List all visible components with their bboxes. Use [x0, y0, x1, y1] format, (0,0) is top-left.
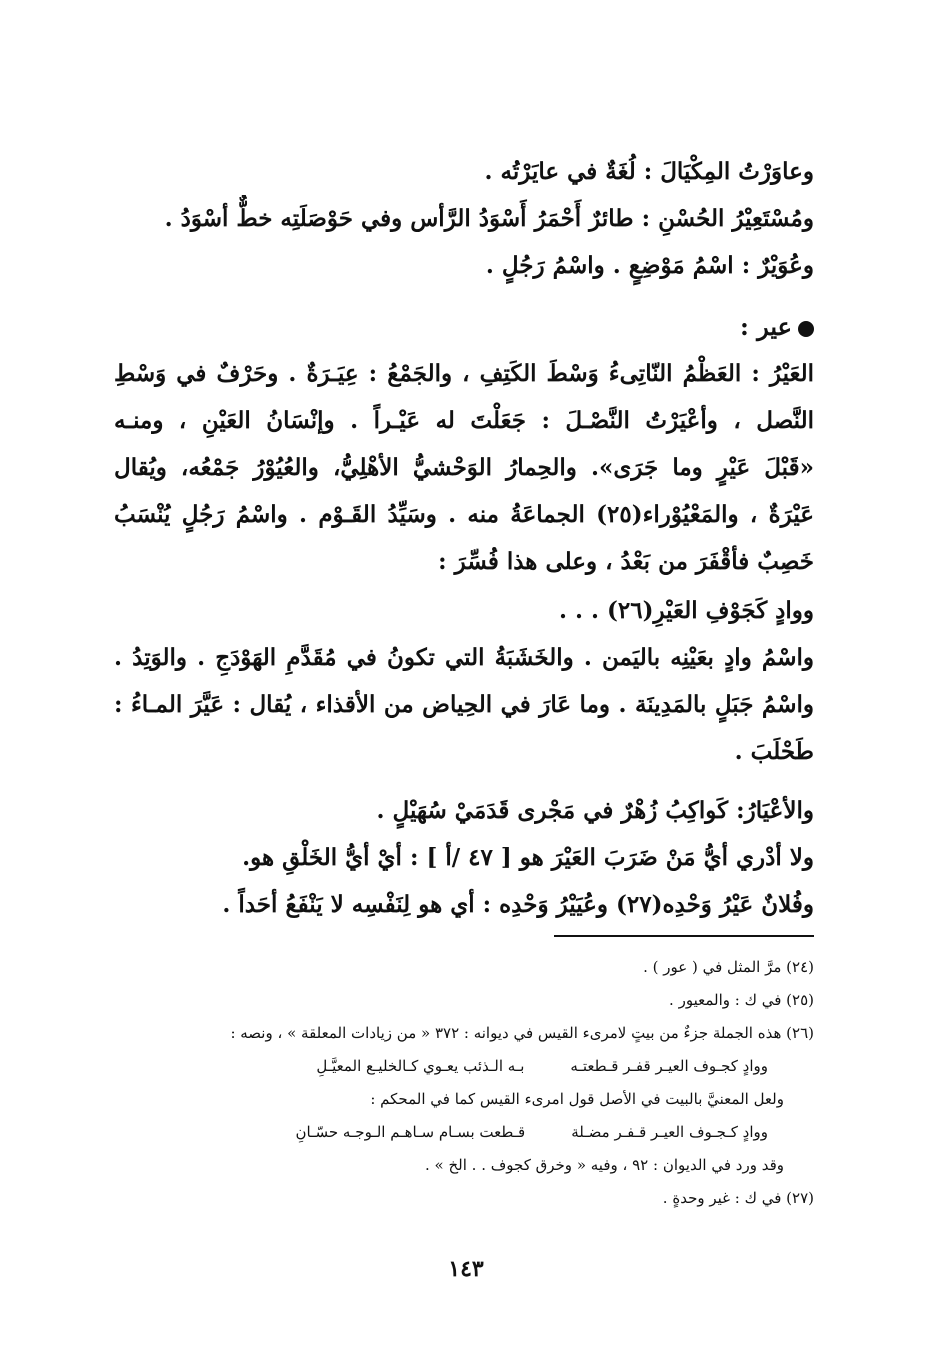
page-number: ١٤٣	[448, 1256, 484, 1282]
text-line: «قَبْلَ عَيْرٍ وما جَرَى». والحِمارُ الوَحْشيُّ الأهْلِيُّ، والعُيُوْرُ جَمْعُه، ويُقال	[114, 454, 814, 481]
verse-fragment	[114, 587, 814, 634]
text-line: وعاوَرْتُ المِكْيَالَ : لُغَةٌ في عايَرْتُه .	[484, 158, 814, 185]
text-line: والأعْيَارُ: كَواكِبُ زُهْرٌ في مَجْرى قَدَمَيْ سُهَيْلٍ .	[376, 797, 814, 824]
footnote-26-note: ولعل المعنيَّ بالبيت في الأصل قول امرىء القيس كما في المحكم :	[370, 1090, 784, 1108]
footnote-26-end: وقد ورد في الديوان : ٩٢ ، وفيه « وخرق كجوف . . الخ » .	[424, 1156, 784, 1174]
footnote-26: (٢٦) هذه الجملة جزءٌ من بيتٍ لامرىء القيس في ديوانه : ٣٧٢ « من زيادات المعلقة » ، ونصه :	[230, 1024, 814, 1042]
text-line: طَحْلَبَ .	[734, 738, 814, 765]
footnote-verse-1	[114, 1050, 814, 1083]
text-line: عَيْرَةٌ ، والمَعْيُوْراء(٢٥) الجماعَةُ منه . وسَيِّدُ القَـوْم . واسْمُ رَجُلٍ يُنْسَبُ	[114, 501, 814, 528]
text-line: خَصِبٌ فأقْفَرَ من بَعْدُ ، وعلى هذا فُسِّرَ :	[438, 548, 814, 575]
entry-ayr-final	[114, 787, 814, 928]
entry-ayr-continued	[114, 634, 814, 775]
footnote-25: (٢٥) في ك : والمعيور .	[669, 991, 814, 1009]
footnote-verse-2	[114, 1116, 814, 1149]
bullet-icon	[798, 321, 814, 337]
text-line: النَّصل ، وأعْيَرْتُ النَّصْـلَ : جَعَلْتَ له عَيْـراً . وإنْسَانُ العَيْنِ ، ومنـه	[114, 407, 814, 434]
text-line: واسْمُ جَبَلٍ بالمَدِينَة . وما عَارَ في الحِياض من الأقذاء ، يُقال : عَيَّرَ المـاءُ :	[114, 691, 814, 718]
text-line: وفُلانٌ عَيْرُ وَحْدِه(٢٧) وعُيَيْرُ وَحْدِه : أي هو لِنَفْسِه لا يَنْفَعُ أحَداً .	[222, 891, 814, 918]
text-line: ووادٍ كَجَوْفِ العَيْرِ(٢٦) . . .	[558, 597, 814, 624]
footnotes	[114, 951, 814, 1215]
footnote-27: (٢٧) في ك : غير وحدةٍ .	[662, 1189, 814, 1207]
footnote-24: (٢٤) مرَّ المثل في ( عور ) .	[643, 958, 814, 976]
verse-hemistich: قـطعت بسـام سـاهـم الـوجـه حسّـانِ	[295, 1123, 526, 1141]
text-line: ولا أدْري أيُّ مَنْ ضَرَبَ العَيْرَ هو [ ٤٧ /أ ] : أيْ أيُّ الخَلْقِ هو.	[242, 844, 814, 871]
text-line: واسْمُ وادٍ بعَيْنِه باليَمن . والخَشَبَةُ التي تكونُ في مُقَدَّمِ الهَوْدَجِ . والوَتِدُ .	[114, 644, 814, 671]
entry-heading	[114, 303, 814, 350]
verse-hemistich: بـه الـذئب يعـوي كـالخليـع المعيَّـلِ	[316, 1057, 525, 1075]
verse-hemistich: ووادٍ كـجـوف العيـر قـفـر مضـلة	[571, 1123, 768, 1141]
footnote-divider	[554, 935, 814, 937]
entry-ayr-body	[114, 350, 814, 585]
text-line: العَيْرُ : العَظْمُ النّاتِىءُ وَسْطَ الكَتِفِ ، والجَمْعُ : عِيَـرَةٌ . وحَرْفٌ في وَسْطِ	[114, 360, 814, 387]
text-line: ومُسْتَعِيْرُ الحُسْنِ : طائرٌ أَحْمَرُ أَسْوَدُ الرَّأس وفي حَوْصَلَتِه خطٌّ أسْوَدُ .	[164, 205, 814, 232]
verse-hemistich: ووادٍ كجـوف العيـر قفـر قـطعتـه	[570, 1057, 768, 1075]
text-line: وعُوَيْرٌ : اسْمُ مَوْضِعٍ . واسْمُ رَجُلٍ .	[485, 252, 814, 279]
entry-awr-continued	[114, 148, 814, 289]
heading-text: عير :	[739, 312, 792, 341]
